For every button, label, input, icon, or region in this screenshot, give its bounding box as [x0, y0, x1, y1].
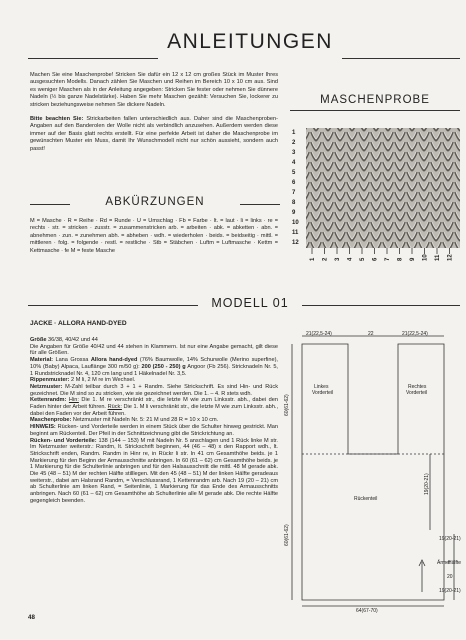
- swatch-row-label: 12: [292, 240, 299, 246]
- label-right-top: 19(20-21): [439, 536, 461, 542]
- swatch-col-labels: [310, 254, 454, 261]
- ketten-hin: Hin:: [68, 397, 79, 404]
- swatch-row-label: 6: [292, 180, 296, 186]
- swatch-row-labels: [292, 130, 299, 246]
- label-rechtes: Rechtes: [408, 384, 427, 390]
- label-left-lower: 60(61-62): [284, 524, 290, 546]
- groesse-value: 36/38, 40/42 und 44: [46, 337, 98, 343]
- swatch-row-label: 1: [292, 130, 296, 136]
- title-rule-left: [28, 58, 158, 59]
- label-top-mid: 22: [368, 331, 374, 337]
- maschenprobe-swatch: [292, 122, 462, 262]
- abkuerzungen-text: M = Masche · R = Reihe · Rd = Runde · U = Umschlag · Fb = Farbe · lt. = laut · li = links · re = rechts · str. = stricken · zusstr. = zusammenstricken arb. = arbeiten · abk. = abketten · abn. = abnehmen · zun. = zunehmen abh. = abheben · wdh. = wiederholen · beids. = beidseitig · mittl. = mittleren · folg. = folgende · restl. = restliche · Stb = Stäbchen · Luftm = Luftmasche · Kettm = Kettmasche · fe M = feste Masche: [30, 218, 278, 254]
- material-label: Material:: [30, 357, 54, 364]
- swatch-col-label: 11: [435, 254, 441, 261]
- schematic-diagram: [282, 330, 462, 612]
- rv-text: 138 (144 – 153) M mit Nadeln Nr. 5 anschlagen und 1 Rück linke M str. Im Netzmuster weiterstr.: Randm, lt. Strickschrift beginnen, 44 (46 – 48) x den Rapport wdh., lt. Strickschrift enden, Randm. Randm in Hinr re, in Rückr li str. In 41 cm Gesamthöhe beids. je 1 Markierung für den Beginn der Armausschnitte anbringen. In 60 (61 – 62) cm Gesamthöhe beids. je 1 Markierung für die Schulterlinie anbringen und für den Halsausschnitt die mittl. 48 M gerade abk. Die 45 (48 – 51) M der rechten Hälfte stilllegen. Mit den 45 (48 – 51) M der linken Hälfte geradeaus weiterstr., dabei am Halsrand Randm, = Verschlussrand, 1 Kettenrandm arb. Nach 19 (20 – 21) cm ab Schulterlinie am linken Rand, = Seitenlinie, 1 Markierung für das Ende des Armausschnitts anbringen. Nach 60 (61 – 62) cm Gesamthöhe ab Schulterlinie alle M gerade abk. Die rechte Hälfte gegengleich beenden.: [30, 437, 278, 504]
- swatch-col-label: 5: [360, 257, 366, 261]
- rv-block: [30, 438, 278, 505]
- netz-label: Netzmuster:: [30, 383, 63, 390]
- ketten-block: [30, 397, 278, 417]
- modell-subtitle: JACKE · ALLORA HAND-DYED: [30, 320, 127, 327]
- label-armel: Ärmel: [437, 560, 451, 566]
- swatch-row-label: 9: [292, 210, 296, 216]
- modell-rule-right: [302, 305, 460, 306]
- title-rule-right: [342, 58, 460, 59]
- swatch-knit-area: [306, 128, 460, 248]
- swatch-col-label: 3: [335, 257, 341, 261]
- hinweis-label: HINWEIS:: [30, 424, 56, 431]
- modell-heading: MODELL 01: [211, 296, 289, 310]
- ketten-label: Kettenrandm:: [30, 397, 67, 404]
- swatch-col-label: 10: [422, 254, 429, 261]
- material-block: [30, 357, 278, 377]
- ketten-text-b: Die 1. M li verschränkt str., die letzte M wie zum Linksstr. abh., dabei den Faden vor der Arbeit führen.: [30, 404, 278, 417]
- probe-block: [30, 417, 278, 424]
- swatch-row-label: 3: [292, 150, 296, 156]
- ripp-text: 2 M li, 2 M re im Wechsel.: [69, 377, 136, 384]
- material-text-a: Lana Grossa: [53, 357, 91, 364]
- intro-note-label: Bitte beachten Sie:: [30, 116, 84, 123]
- modell-rule-left: [28, 305, 198, 306]
- hinweis-block: [30, 424, 278, 437]
- probe-label: Maschenprobe:: [30, 417, 72, 424]
- ripp-label: Rippenmuster:: [30, 377, 70, 384]
- page-title: ANLEITUNGEN: [167, 30, 333, 53]
- material-name: Allora hand-dyed: [90, 357, 138, 364]
- swatch-row-label: 7: [292, 190, 296, 196]
- instructions-text: [30, 337, 278, 505]
- label-top-left: 21(22,5-24): [306, 331, 332, 337]
- intro-text: [30, 72, 278, 160]
- label-vorderteil-right: Vorderteil: [406, 390, 428, 396]
- maschenprobe-rule: [290, 110, 460, 111]
- label-linkes: Linkes: [314, 384, 329, 390]
- label-armel-2: Hälfte: [448, 560, 462, 566]
- groesse-note: Die Angaben für Größe 40/42 und 44 stehen in Klammern. Ist nur eine Angabe gemacht, gilt diese für alle Größen.: [30, 343, 278, 357]
- material-text-b: (76% Baumwolle, 14% Schurwolle (Merino superfine), 10% (Baby) Alpaca, Lauflänge 300 m/50 g):: [30, 357, 278, 370]
- swatch-row-label: 11: [292, 230, 299, 236]
- swatch-row-label: 8: [292, 200, 296, 206]
- abkuerzungen-heading: ABKÜRZUNGEN: [105, 196, 205, 208]
- swatch-col-label: 7: [385, 257, 391, 261]
- swatch-col-ticks: [312, 248, 450, 254]
- label-right-mid: 20: [447, 574, 453, 580]
- material-text-c: Angoor (Fb 256). Stricknadeln Nr. 5, 1 Rundstricknadel Nr. 4, 120 cm lang und 1 Häkelnadel Nr. 3,5.: [30, 363, 278, 377]
- swatch-row-label: 10: [292, 220, 299, 226]
- swatch-col-label: 9: [410, 257, 416, 261]
- rv-label: Rücken- und Vorderteile:: [30, 437, 97, 444]
- groesse-label: Größe: [30, 337, 47, 343]
- swatch-row-label: 4: [292, 160, 296, 166]
- intro-paragraph-2: [30, 116, 278, 153]
- ketten-text-a: Die 1. M re verschränkt str., die letzte M wie zum Linksstr. abh., dabei den Faden hinter der Arbeit führen.: [30, 397, 278, 411]
- swatch-col-label: 2: [322, 257, 329, 261]
- intro-note-text: Strickarbeiten fallen unterschiedlich aus. Daher sind die Maschenproben-Angaben auf den Banderolen der Wolle nicht als verbindlich anzusehen. Außerdem werden diese immer auf der Basis glatt rechts erstellt. Für eine perfekte Arbeit ist daher die Maschenprobe im gewünschten Muster ein Muss, damit Ihr Wunschmodell nicht nur schön aussieht, sondern auch passt!: [30, 116, 278, 152]
- ketten-rueck: Rück:: [107, 404, 122, 411]
- material-qty: 200 (250 - 250) g: [141, 363, 186, 370]
- label-right-low: 19(20-21): [439, 588, 461, 594]
- swatch-col-label: 1: [310, 257, 316, 261]
- hinweis-text: Rücken- und Vorderteile werden in einem Stück über die Schulter hinweg gestrickt. Man beginnt am Rückenteil. Der Pfeil in der Schnittzeichnung gibt die Strickrichtung an.: [30, 424, 278, 437]
- label-left-upper: 60(61-62): [284, 394, 290, 416]
- groesse-block: [30, 337, 278, 344]
- swatch-row-label: 2: [292, 140, 296, 146]
- maschenprobe-heading: MASCHENPROBE: [320, 94, 430, 106]
- swatch-col-label: 8: [397, 257, 404, 261]
- label-mid-height: 19(20-21): [424, 473, 430, 495]
- abk-rule-right: [240, 204, 280, 205]
- probe-text: Netzmuster mit Nadeln Nr. 5: 21 M und 28 R = 10 x 10 cm.: [71, 417, 219, 424]
- swatch-col-label: 6: [372, 257, 379, 261]
- page-number: 48: [28, 614, 35, 621]
- label-bottom: 64(67-70): [356, 608, 378, 614]
- swatch-col-label: 4: [347, 257, 354, 261]
- swatch-col-label: 12: [447, 254, 454, 261]
- netz-block: [30, 384, 278, 397]
- label-rueckenteil: Rückenteil: [354, 496, 378, 502]
- label-top-right: 21(22,5-24): [402, 331, 428, 337]
- ripp-block: [30, 377, 278, 384]
- swatch-row-label: 5: [292, 170, 296, 176]
- label-vorderteil-left: Vorderteil: [312, 390, 334, 396]
- netz-text: M-Zahl teilbar durch 3 + 1 + Randm. Siehe Strickschrift. Es sind Hin- und Rück gezeichnet. Die M sind so zu stricken, wie sie gezeichnet werden. Die 1. – 4. R stets wdh.: [30, 383, 278, 397]
- intro-paragraph-1: Machen Sie eine Maschenprobe! Stricken Sie dafür ein 12 x 12 cm großes Stück im Muster Ihres ausgesuchten Modells. Danach zählen Sie Maschen und Reihen im Bereich 10 x 10 cm aus. Sind es weniger Maschen als in der Anleitung angegeben: Stricken Sie fester oder nehmen Sie dünnere Nadeln (½ bis ganze Nadelstärke). Haben Sie mehr Maschen gezählt: Versuchen Sie, lockerer zu stricken beziehungsweise nehmen Sie dickere Nadeln.: [30, 72, 278, 108]
